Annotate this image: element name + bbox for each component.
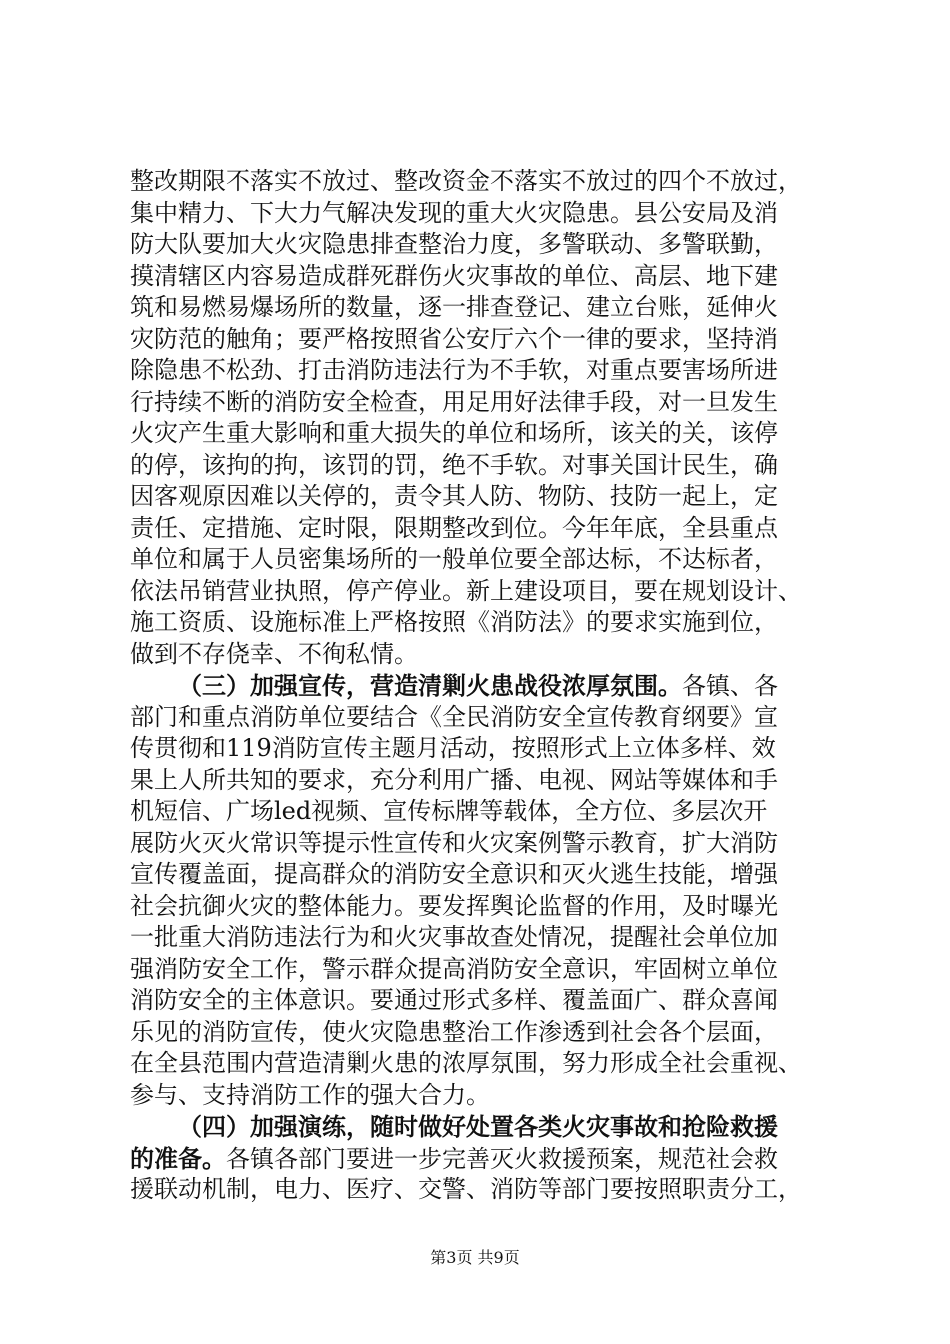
text-line — [130, 954, 855, 986]
line-text: 在全县范围内营造清剿火患的浓厚氛围，努力形成全社会重视、 — [130, 1049, 802, 1077]
line-text: 部门和重点消防单位要结合《全民消防安全宣传教育纲要》宣 — [130, 702, 778, 731]
text-line — [130, 198, 855, 230]
line-text: 果上人所共知的要求，充分利用广播、电视、网站等媒体和手 — [130, 765, 778, 794]
line-text: 乐见的消防宣传，使火灾隐患整治工作渗透到社会各个层面， — [130, 1017, 778, 1046]
line-text: 援联动机制，电力、医疗、交警、消防等部门要按照职责分工， — [130, 1175, 802, 1203]
section-heading: （四）加强演练，随时做好处置各类火灾事故和抢险救援 — [178, 1112, 778, 1141]
line-text: 火灾产生重大影响和重大损失的单位和场所，该关的关，该停 — [130, 419, 778, 447]
text-line — [130, 166, 855, 198]
text-line — [130, 796, 855, 828]
page-number-footer — [0, 1248, 950, 1268]
text-line — [130, 450, 855, 482]
text-line — [130, 765, 855, 797]
text-line — [130, 670, 855, 702]
text-line — [130, 891, 855, 923]
text-line — [130, 481, 855, 513]
text-line — [130, 1017, 855, 1049]
text-line — [130, 513, 855, 545]
line-text: 依法吊销营业执照，停产停业。新上建设项目，要在规划设计、 — [130, 576, 802, 605]
text-line — [130, 922, 855, 954]
text-line — [130, 544, 855, 576]
text-line — [130, 607, 855, 639]
text-line — [130, 1174, 855, 1206]
line-text: 摸清辖区内容易造成群死群伤火灾事故的单位、高层、地下建 — [130, 261, 778, 290]
line-text: 因客观原因难以关停的，责令其人防、物防、技防一起上，定 — [130, 482, 778, 510]
line-text: 机短信、广场led视频、宣传标牌等载体，全方位、多层次开 — [130, 797, 768, 825]
text-line — [130, 733, 855, 765]
line-text: 展防火灭火常识等提示性宣传和火灾案例警示教育，扩大消防 — [130, 828, 778, 857]
section-heading: 的准备。 — [130, 1143, 226, 1173]
text-line — [130, 576, 855, 608]
line-text: 行持续不断的消防安全检查，用足用好法律手段，对一旦发生 — [130, 387, 778, 416]
page-number-text: 第3页 共9页 — [430, 1248, 520, 1267]
line-text: 宣传覆盖面，提高群众的消防安全意识和灭火逃生技能，增强 — [130, 860, 778, 888]
text-line — [130, 639, 855, 671]
line-text: 做到不存侥幸、不徇私情。 — [130, 639, 418, 668]
text-line — [130, 1111, 855, 1143]
line-text: 灾防范的触角；要严格按照省公安厅六个一律的要求，坚持消 — [130, 324, 778, 353]
text-line — [130, 1048, 855, 1080]
line-text: 消防安全的主体意识。要通过形式多样、覆盖面广、群众喜闻 — [130, 986, 778, 1014]
text-line — [130, 859, 855, 891]
text-line — [130, 261, 855, 293]
text-line — [130, 702, 855, 734]
line-text: 施工资质、设施标准上严格按照《消防法》的要求实施到位， — [130, 608, 778, 636]
text-line — [130, 985, 855, 1017]
line-text: 的停，该拘的拘，该罚的罚，绝不手软。对事关国计民生，确 — [130, 450, 778, 479]
line-text: 整改期限不落实不放过、整改资金不落实不放过的四个不放过， — [130, 167, 802, 195]
text-line — [130, 292, 855, 324]
line-text: 防大队要加大火灾隐患排查整治力度，多警联动、多警联勤， — [130, 230, 778, 258]
line-text: 社会抗御火灾的整体能力。要发挥舆论监督的作用，及时曝光 — [130, 891, 778, 920]
document-body — [130, 166, 855, 1206]
line-text: 各镇、各 — [682, 672, 778, 700]
line-text: 除隐患不松劲、打击消防违法行为不手软，对重点要害场所进 — [130, 356, 778, 384]
line-text: 参与、支持消防工作的强大合力。 — [130, 1080, 490, 1109]
line-text: 集中精力、下大力气解决发现的重大火灾隐患。县公安局及消 — [130, 198, 778, 227]
text-line — [130, 418, 855, 450]
line-text: 各镇各部门要进一步完善灭火救援预案，规范社会救 — [226, 1144, 778, 1173]
text-line — [130, 1143, 855, 1175]
line-text: 一批重大消防违法行为和火灾事故查处情况，提醒社会单位加 — [130, 923, 778, 951]
line-text: 责任、定措施、定时限，限期整改到位。今年年底，全县重点 — [130, 513, 778, 542]
line-text: 强消防安全工作，警示群众提高消防安全意识，牢固树立单位 — [130, 954, 778, 983]
text-line — [130, 324, 855, 356]
text-line — [130, 229, 855, 261]
line-text: 单位和属于人员密集场所的一般单位要全部达标，不达标者， — [130, 545, 778, 573]
text-line — [130, 1080, 855, 1112]
text-line — [130, 828, 855, 860]
line-text: 传贯彻和119消防宣传主题月活动，按照形式上立体多样、效 — [130, 734, 776, 762]
section-heading: （三）加强宣传，营造清剿火患战役浓厚氛围。 — [178, 671, 682, 700]
text-line — [130, 387, 855, 419]
text-line — [130, 355, 855, 387]
line-text: 筑和易燃易爆场所的数量，逐一排查登记、建立台账，延伸火 — [130, 293, 778, 321]
